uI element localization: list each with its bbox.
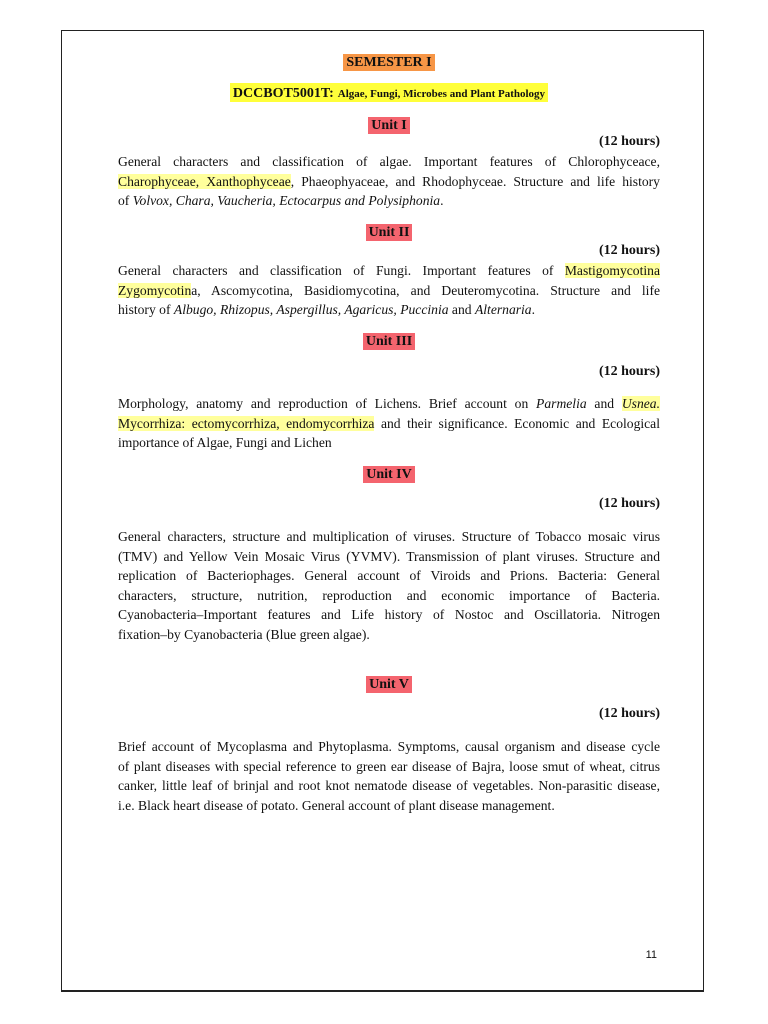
unit-3-description <box>118 394 660 453</box>
unit-4-line-1: General characters, structure and multiplication of viruses. Structure of Tobacco mosaic virus <box>118 529 660 544</box>
course-heading <box>230 83 548 102</box>
semester-heading-row <box>118 53 660 71</box>
course-code: DCCBOT5001T: <box>232 86 334 101</box>
unit-4-heading-row <box>118 465 660 483</box>
unit-2-line-2: Zygomycotina, Ascomycotina, Basidiomycotina, and Deuteromycotina. Structure and life <box>118 282 660 298</box>
semester-heading: SEMESTER I <box>343 54 434 71</box>
unit-1-line-3: of Volvox, Chara, Vaucheria, Ectocarpus and Polysiphonia. <box>118 193 444 208</box>
unit-5-line-4: i.e. Black heart disease of potato. General account of plant disease management. <box>118 797 555 813</box>
unit-4-line-5: Cyanobacteria–Important features and Life history of Nostoc and Oscillatoria. Nitrogen <box>118 607 660 622</box>
unit-1-heading-row <box>118 116 660 134</box>
unit-5-line-1: Brief account of Mycoplasma and Phytoplasma. Symptoms, causal organism and disease cycle <box>118 739 660 754</box>
unit-4-line-4: characters, structure, nutrition, reproduction and economic importance of Bacteria. <box>118 587 660 603</box>
unit-5-description <box>118 737 660 815</box>
unit-2-description <box>118 261 660 320</box>
unit-4-description <box>118 527 660 644</box>
unit-3-line-3: importance of Algae, Fungi and Lichen <box>118 435 332 450</box>
highlighted-text: Mycorrhiza: ectomycorrhiza, endomycorrhiza <box>118 415 375 431</box>
unit-2-hours: (12 hours) <box>598 243 660 258</box>
unit-1-description <box>118 152 660 211</box>
unit-4-title: Unit IV <box>363 466 415 483</box>
course-title: Algae, Fungi, Microbes and Plant Pathology <box>337 88 546 100</box>
unit-5-line-2: of plant diseases with special reference to green ear disease of Bajra, loose smut of wheat, citrus <box>118 758 660 774</box>
unit-4-line-6: fixation–by Cyanobacteria (Blue green algae). <box>118 626 370 642</box>
unit-4-line-3: replication of Bacteriophages. General account of Viroids and Prions. Bacteria: General <box>118 568 660 583</box>
unit-5-title: Unit V <box>366 676 412 693</box>
unit-3-title: Unit III <box>363 333 415 350</box>
unit-4-hours: (12 hours) <box>598 496 660 511</box>
unit-5-heading-row <box>118 675 660 693</box>
unit-2-line-3: history of Albugo, Rhizopus, Aspergillus, Agaricus, Puccinia and Alternaria. <box>118 302 536 317</box>
unit-5-hours: (12 hours) <box>598 706 660 721</box>
unit-4-line-2: (TMV) and Yellow Vein Mosaic Virus (YVMV). Transmission of plant viruses. Structure and <box>118 548 660 564</box>
unit-5-line-3: canker, little leaf of brinjal and root knot nematode disease of vegetables. Non-parasitic disease, <box>118 778 660 793</box>
highlighted-text: Charophyceae, Xanthophyceae <box>118 173 291 189</box>
page-number: 11 <box>645 949 657 961</box>
highlighted-text: Mastigomycotina <box>564 263 660 278</box>
unit-1-hours: (12 hours) <box>598 134 660 149</box>
unit-3-heading-row <box>118 332 660 350</box>
unit-2-line-1: General characters and classification of Fungi. Important features of Mastigomycotina <box>118 263 660 278</box>
course-heading-row <box>118 84 660 102</box>
unit-2-heading-row <box>118 223 660 241</box>
highlighted-text: Zygomycotin <box>118 282 192 298</box>
unit-3-line-1: Morphology, anatomy and reproduction of Lichens. Brief account on Parmelia and Usnea. <box>118 396 660 411</box>
unit-1-line-2: Charophyceae, Xanthophyceae, Phaeophyaceae, and Rhodophyceae. Structure and life history <box>118 173 660 189</box>
unit-1-title: Unit I <box>368 117 409 134</box>
unit-3-line-2: Mycorrhiza: ectomycorrhiza, endomycorrhiza and their significance. Economic and Ecological <box>118 415 660 431</box>
unit-3-hours: (12 hours) <box>598 364 660 379</box>
unit-1-line-1: General characters and classification of algae. Important features of Chlorophyceace, <box>118 154 660 169</box>
document-page <box>61 30 704 992</box>
highlighted-text: Usnea. <box>621 396 660 411</box>
unit-2-title: Unit II <box>366 224 413 241</box>
